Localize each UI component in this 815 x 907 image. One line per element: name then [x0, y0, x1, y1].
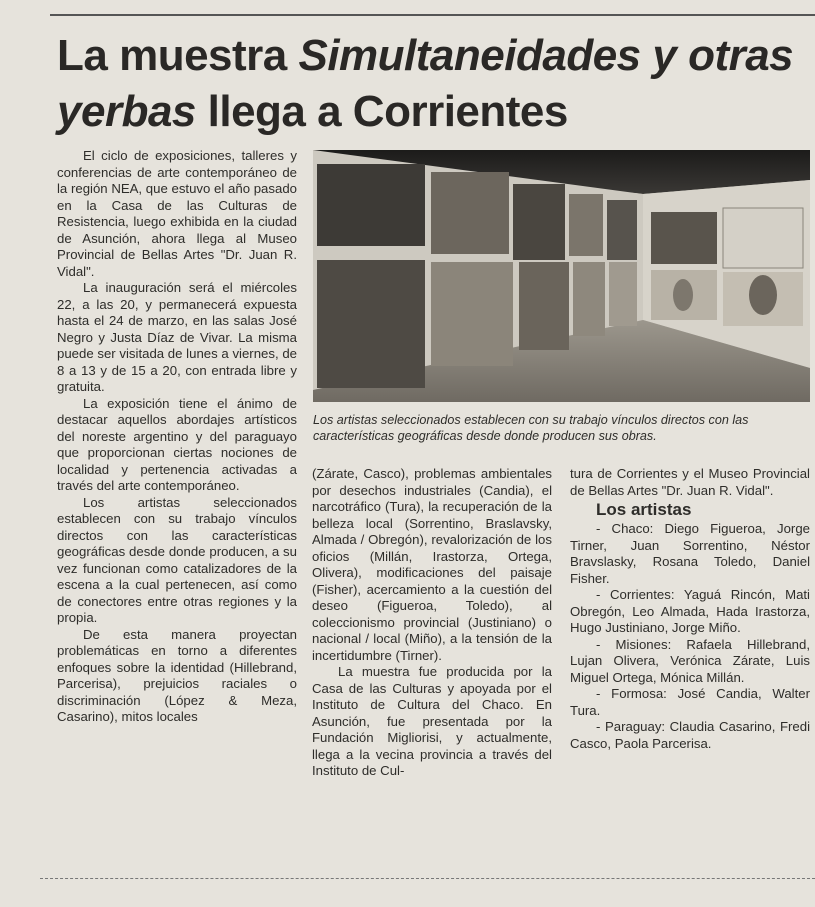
- artist-group: - Chaco: Diego Figueroa, Jorge Tirner, Juan Sorrentino, Néstor Bravslasky, Rosana Toledo, Daniel Fisher.: [570, 521, 810, 586]
- paragraph: (Zárate, Casco), problemas ambientales por desechos industriales (Candia), el narcotráfico (Tura), la recuperación de la belleza local (Sorrentino, Braslavsky, Almada / Obregón), revalorización de los oficios (Millán, Irastorza, Ortega, Olivera), modificaciones del paisaje (Fisher), acercamiento a la cuestión del deseo (Figueroa, Toledo), al coleccionismo provincial (Justiniano) o nacional / local (Miño), a la tensión de la incertidumbre (Tirner).: [312, 466, 552, 663]
- headline-italic: Simultaneidades y otras yerbas: [57, 31, 794, 136]
- headline: [57, 28, 807, 140]
- column-2: [312, 466, 552, 780]
- column-1: [57, 148, 297, 726]
- headline-part1: La muestra: [57, 31, 299, 80]
- bottom-rule: [40, 878, 815, 879]
- artist-group: - Misiones: Rafaela Hillebrand, Lujan Olivera, Verónica Zárate, Luis Miguel Ortega, Mónica Millán.: [570, 636, 810, 685]
- paragraph: El ciclo de exposiciones, talleres y conferencias de arte contemporáneo de la región NEA, que estuvo el año pasado en la Casa de las Culturas de Resistencia, luego exhibida en la ciudad de Asunción, ahora llega al Museo Provincial de Bellas Artes "Dr. Juan R. Vidal".: [57, 148, 297, 279]
- top-rule: [50, 14, 815, 16]
- paragraph: La exposición tiene el ánimo de destacar aquellos abordajes artísticos del noreste argentino y del paraguayo que proporcionan ciertas nociones de localidad y pertenencia activadas a través del arte contemporáneo.: [57, 395, 297, 493]
- paragraph: Los artistas seleccionados establecen con su trabajo vínculos directos con las características geográficas desde donde producen, a su vez funcionan como catalizadores de la escena a la cual pertenecen, así como de conectores entre otras regiones y la propia.: [57, 494, 297, 625]
- column-3: [570, 466, 810, 752]
- photo-caption: Los artistas seleccionados establecen con su trabajo vínculos directos con las características geográficas desde donde producen sus obras.: [313, 413, 749, 443]
- paragraph: La inauguración será el miércoles 22, a las 20, y permanecerá expuesta hasta el 24 de marzo, en las salas José Negro y Justa Díaz de Vivar. La misma puede ser visitada de lunes a viernes, de 8 a 13 y de 15 a 20, con entrada libre y gratuita.: [57, 280, 297, 394]
- artists-heading: Los artistas: [596, 500, 692, 519]
- gallery-photo-illustration: [313, 150, 810, 402]
- artist-group: - Formosa: José Candia, Walter Tura.: [570, 686, 810, 718]
- artist-group: - Paraguay: Claudia Casarino, Fredi Casco, Paola Parcerisa.: [570, 719, 810, 751]
- paragraph: tura de Corrientes y el Museo Provincial de Bellas Artes "Dr. Juan R. Vidal".: [570, 466, 810, 498]
- paragraph: De esta manera proyectan problemáticas en torno a diferentes enfoques sobre la identidad (Hillebrand, Parcerisa), prejuicios raciales o discriminación (López & Meza, Casarino), mitos locales: [57, 626, 297, 724]
- headline-part2: llega a Corrientes: [195, 87, 568, 136]
- paragraph: La muestra fue producida por la Casa de las Culturas y apoyada por el Instituto de Cultura del Chaco. En Asunción, fue presentada por la Fundación Migliorisi, y actualmente, llega a la vecina provincia a través del Instituto de Cul-: [312, 664, 552, 778]
- gallery-photo: [313, 150, 810, 402]
- artist-group: - Corrientes: Yaguá Rincón, Mati Obregón, Leo Almada, Hada Irastorza, Hugo Justiniano, Jorge Miño.: [570, 587, 810, 635]
